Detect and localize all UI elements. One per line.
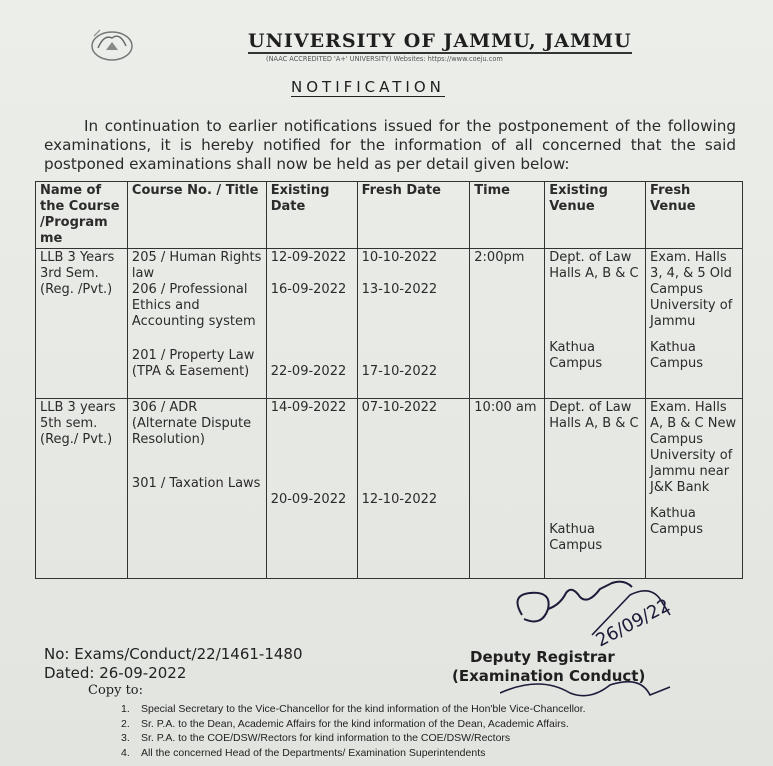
header-existing-venue: Existing Venue (545, 182, 646, 249)
fresh-venue-cell (646, 399, 743, 579)
course-cell: LLB 3 years 5th sem. (Reg./ Pvt.) (36, 399, 128, 579)
course-cell: LLB 3 Years 3rd Sem.(Reg. /Pvt.) (36, 249, 128, 399)
date-value: 12-10-2022 (361, 492, 438, 507)
notification-number: No: Exams/Conduct/22/1461-1480 (44, 645, 303, 663)
time-cell: 10:00 am (470, 399, 545, 579)
fresh-date-cell (357, 249, 470, 399)
course-no-cell (127, 399, 266, 579)
list-item: 2. Sr. P.A. to the Dean, Academic Affairs for the kind information of the Dean, Academic Affairs. (121, 717, 569, 730)
date-value: 13-10-2022 (361, 282, 438, 297)
copy-to-label: Copy to: (88, 683, 144, 698)
course-title: 206 / Professional Ethics and Accounting system (131, 282, 256, 329)
venue-value: Kathua Campus (549, 522, 603, 553)
university-name: UNIVERSITY OF JAMMU, JAMMU (248, 30, 632, 52)
existing-venue-cell (545, 249, 646, 399)
existing-date-cell (266, 399, 357, 579)
notification-title: NOTIFICATION (291, 78, 445, 96)
fresh-venue-cell (646, 249, 743, 399)
table-row (36, 399, 743, 579)
date-value: 22-09-2022 (270, 364, 347, 379)
course-title: 301 / Taxation Laws (131, 476, 261, 491)
date-value: 10-10-2022 (361, 250, 438, 265)
header-course: Name of the Course /Program me (36, 182, 128, 249)
notification-date: Dated: 26-09-2022 (44, 664, 187, 682)
intro-paragraph: In continuation to earlier notifications issued for the postponement of the following examinations, it is hereby notified for the information of all concerned that the said postponed examinations shall now be held as per detail given below: (44, 117, 736, 173)
venue-value: Kathua Campus (549, 340, 603, 371)
time-cell: 2:00pm (470, 249, 545, 399)
signature-date: 26/09/22 (592, 594, 674, 652)
course-title: 201 / Property Law (TPA & Easement) (131, 348, 255, 379)
venue-value: Kathua Campus (650, 340, 704, 371)
header-fresh-venue: Fresh Venue (646, 182, 743, 249)
list-item: 3. Sr. P.A. to the COE/DSW/Rectors for kind information to the COE/DSW/Rectors (121, 732, 511, 745)
venue-value: Dept. of Law Halls A, B & C (549, 250, 639, 281)
date-value: 16-09-2022 (270, 282, 347, 297)
header-fresh-date: Fresh Date (357, 182, 470, 249)
venue-value: Kathua Campus (650, 506, 704, 537)
university-emblem-icon (86, 24, 138, 64)
handwritten-signature (500, 575, 730, 715)
date-value: 20-09-2022 (270, 492, 347, 507)
header-course-no: Course No. / Title (127, 182, 266, 249)
list-item: 1. Special Secretary to the Vice-Chancellor for the kind information of the Hon'ble Vice-Chancellor. (121, 703, 586, 715)
date-value: 12-09-2022 (270, 250, 347, 265)
date-value: 07-10-2022 (361, 400, 438, 415)
accreditation-line: (NAAC ACCREDITED 'A+' UNIVERSITY) Websites: https://www.coeju.com (266, 55, 503, 63)
signatory-office: (Examination Conduct) (452, 667, 646, 685)
exam-schedule-table (35, 181, 743, 579)
existing-date-cell (266, 249, 357, 399)
header-time: Time (470, 182, 545, 249)
date-value: 17-10-2022 (361, 364, 438, 379)
header-existing-date: Existing Date (266, 182, 357, 249)
signatory-designation: Deputy Registrar (470, 648, 615, 666)
venue-value: Exam. Halls A, B & C New Campus University of Jammu near J&K Bank (650, 400, 737, 495)
table-row (36, 249, 743, 399)
fresh-date-cell (357, 399, 470, 579)
course-title: 205 / Human Rights law (131, 250, 262, 281)
venue-value: Exam. Halls 3, 4, & 5 Old Campus University of Jammu (650, 250, 733, 329)
table-header-row (36, 182, 743, 249)
list-item: 4. All the concerned Head of the Departments/ Examination Superintendents (121, 746, 486, 759)
reference-block (44, 645, 303, 683)
course-no-cell (127, 249, 266, 399)
course-title: 306 / ADR (Alternate Dispute Resolution) (131, 400, 252, 447)
date-value: 14-09-2022 (270, 400, 347, 415)
venue-value: Dept. of Law Halls A, B & C (549, 400, 639, 431)
copy-list (121, 702, 586, 760)
existing-venue-cell (545, 399, 646, 579)
